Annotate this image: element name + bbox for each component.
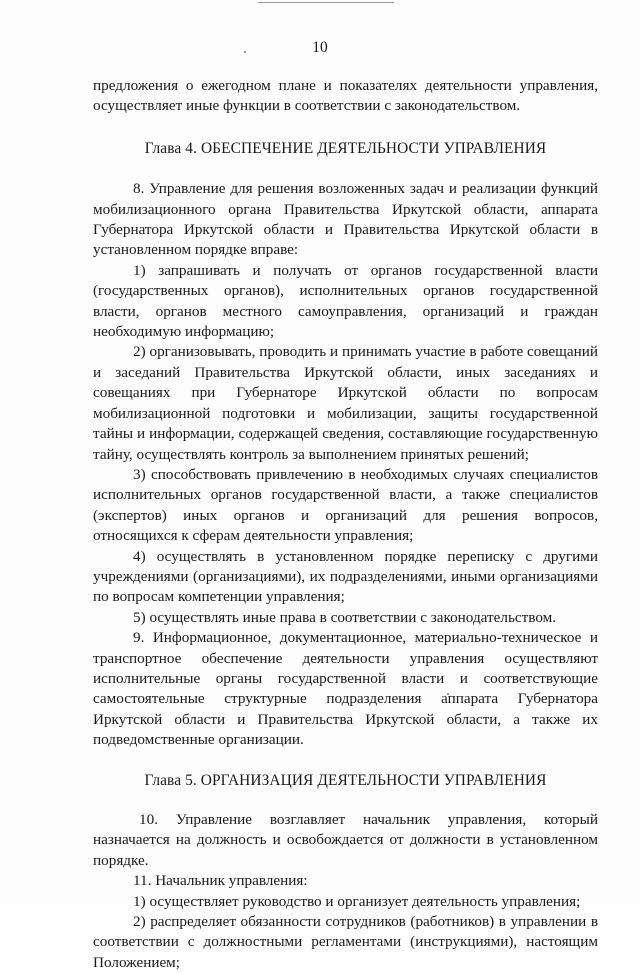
paragraph-11: 11. Начальник управления: <box>133 872 308 890</box>
paragraph-9: 9. Информационное, документационное, материально-техническое и транспортное обеспечение деятельности управления осуществляют исполнительные органы государственной власти и соответствующие самостоятельные структурные подразделения аппарата Губернатора Иркутской области и Правительства Иркутской области, а также их подведомственные организации. <box>93 629 598 749</box>
paragraph-11-item-1: 1) осуществляет руководство и организует деятельность управления; <box>133 892 581 910</box>
paragraph-8: 8. Управление для решения возложенных задач и реализации функций мобилизационного органа Правительства Иркутской области, аппарата Губернатора Иркутской области и Правительства Иркутской области в установленном порядке вправе: <box>93 180 598 259</box>
paragraph-8-item-1: 1) запрашивать и получать от органов государственной власти (государственных органов), исполнительных органов государственной власти, органов местного самоуправления, организаций и граждан необходимую информацию; <box>93 261 598 341</box>
paragraph-8-item-3: 3) способствовать привлечению в необходимых случаях специалистов исполнительных органов государственной власти, а также специалистов (экспертов) иных органов и организаций для решения вопросов, относящихся к сферам деятельности управления; <box>93 465 598 545</box>
paragraph-8-item-5: 5) осуществлять иные права в соответствии с законодательством. <box>133 608 557 626</box>
document-body <box>93 76 598 973</box>
paragraph-10: 10. Управление возглавляет начальник управления, который назначается на должность и освобождается от должности в установленном порядке. <box>93 811 598 869</box>
chapter-5-heading: Глава 5. ОРГАНИЗАЦИЯ ДЕЯТЕЛЬНОСТИ УПРАВЛЕНИЯ <box>144 771 547 789</box>
paragraph-11-item-2: 2) распределяет обязанности сотрудников (работников) в управлении в соответствии с должностными регламентами (инструкциями), настоящим Положением; <box>93 913 598 971</box>
chapter-4-heading: Глава 4. ОБЕСПЕЧЕНИЕ ДЕЯТЕЛЬНОСТИ УПРАВЛЕНИЯ <box>144 139 547 157</box>
paragraph-8-item-4: 4) осуществлять в установленном порядке переписку с другими учреждениями (организациями), их подразделениями, иными организациями по вопросам компетенции управления; <box>93 547 598 606</box>
intro-paragraph: предложения о ежегодном плане и показателях деятельности управления, осуществляет иные функции в соответствии с законодательством. <box>93 77 598 115</box>
page-number: 10 <box>312 39 328 56</box>
top-edge-line <box>258 2 394 3</box>
paragraph-8-item-2: 2) организовывать, проводить и принимать участие в работе совещаний и заседаний Правительства Иркутской области, иных заседаниях и совещаниях при Губернаторе Иркутской области по вопросам мобилизационной подготовки и мобилизации, защиты государственной тайны и информации, содержащей сведения, составляющие государственную тайну, осуществлять контроль за выполнением принятых решений; <box>93 343 598 463</box>
